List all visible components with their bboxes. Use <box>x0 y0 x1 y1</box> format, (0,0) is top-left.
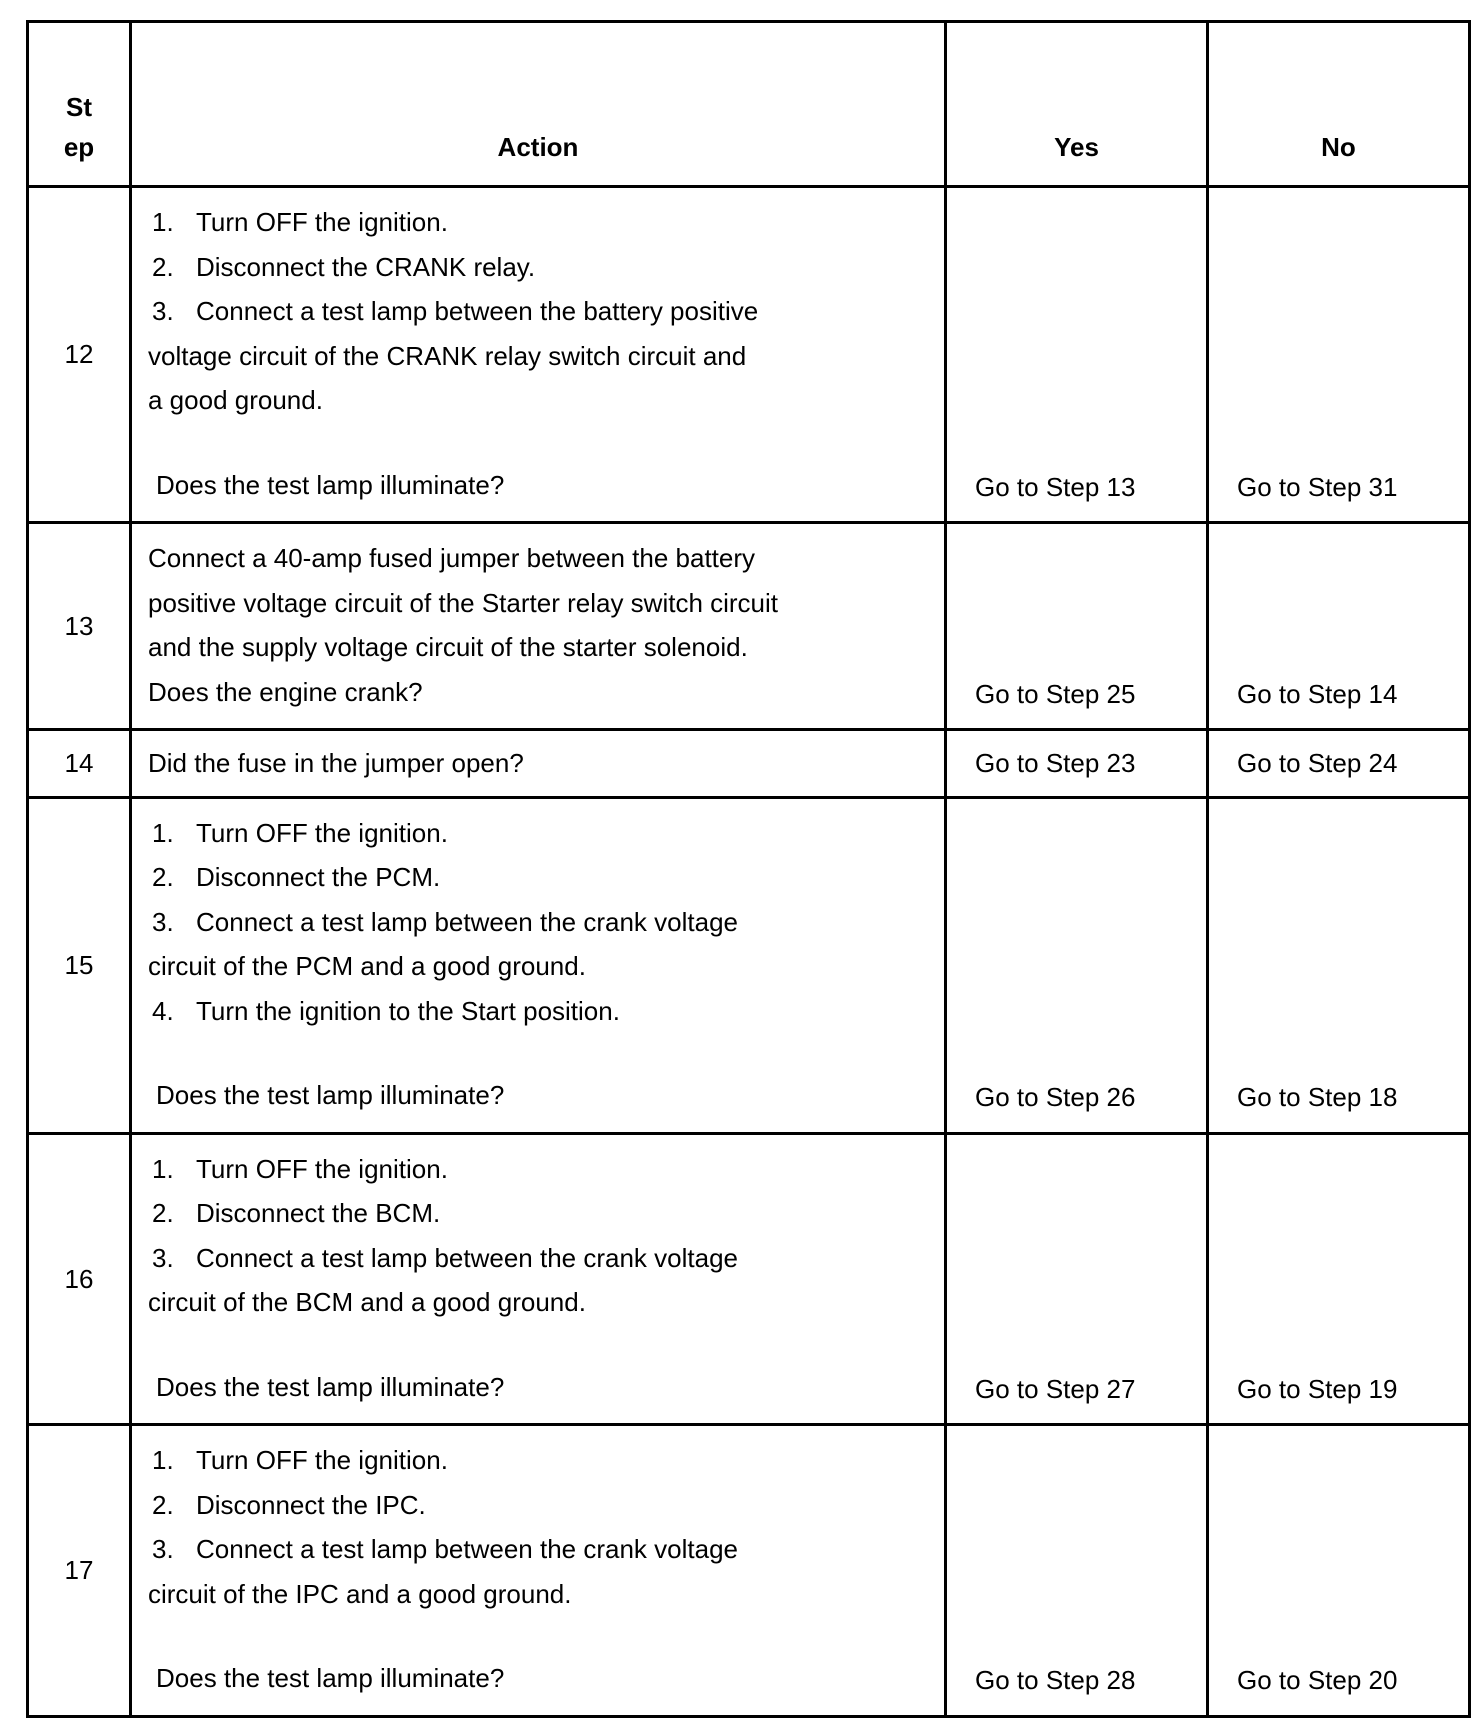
substep-text: Turn OFF the ignition. <box>196 207 448 237</box>
step-number: 16 <box>28 1133 131 1425</box>
substep-text: Disconnect the IPC. <box>196 1489 426 1520</box>
action-text: Did the fuse in the jumper open? <box>131 730 946 798</box>
action-cell <box>131 797 946 1133</box>
yes-result: Go to Step 26 <box>946 797 1208 1133</box>
substep-number: 2. <box>152 1489 174 1520</box>
step-header-line2: ep <box>63 132 95 162</box>
no-result: Go to Step 18 <box>1208 797 1470 1133</box>
substep-text: Connect a test lamp between the crank voltage <box>196 1534 738 1564</box>
substep-number: 3. <box>152 1242 174 1273</box>
substep-text: Connect a test lamp between the crank voltage <box>196 906 738 937</box>
no-result: Go to Step 20 <box>1208 1425 1470 1717</box>
action-substep <box>148 1191 934 1236</box>
substep-text: Disconnect the PCM. <box>196 862 441 892</box>
action-continuation: voltage circuit of the CRANK relay switch circuit and a good ground. <box>148 340 747 415</box>
action-substep <box>148 1438 934 1483</box>
yes-result: Go to Step 27 <box>946 1133 1208 1425</box>
action-substep <box>148 989 934 1034</box>
substep-text: Turn the ignition to the Start position. <box>196 995 620 1026</box>
substep-number: 1. <box>152 207 174 237</box>
table-row <box>28 187 1470 523</box>
action-column-header: Action <box>131 22 946 187</box>
table-row <box>28 797 1470 1133</box>
table-row <box>28 1425 1470 1717</box>
yes-result: Go to Step 25 <box>946 523 1208 730</box>
action-substep <box>148 855 934 900</box>
substep-text: Connect a test lamp between the battery positive <box>196 296 759 326</box>
action-text: Connect a 40-amp fused jumper between the battery positive voltage circuit of the Starter relay switch circuit and the supply voltage circuit of the starter solenoid. Does the engine crank? <box>148 543 779 707</box>
action-cell <box>131 1133 946 1425</box>
substep-number: 2. <box>152 1198 174 1228</box>
action-question: Does the test lamp illuminate? <box>156 1663 505 1693</box>
table-row <box>28 730 1470 798</box>
step-number: 17 <box>28 1425 131 1717</box>
substep-text: Disconnect the BCM. <box>196 1198 441 1228</box>
diagnostic-table-container <box>26 20 1468 1718</box>
substep-number: 1. <box>152 1445 174 1475</box>
step-number: 13 <box>28 523 131 730</box>
action-question: Does the test lamp illuminate? <box>156 469 505 500</box>
substep-number: 2. <box>152 251 174 282</box>
substep-text: Turn OFF the ignition. <box>196 817 448 848</box>
substep-number: 3. <box>152 296 174 326</box>
action-substep <box>148 1483 934 1528</box>
substep-number: 3. <box>152 1534 174 1564</box>
no-result: Go to Step 31 <box>1208 187 1470 523</box>
substep-number: 4. <box>152 995 174 1026</box>
substep-text: Disconnect the CRANK relay. <box>196 251 536 282</box>
no-result: Go to Step 14 <box>1208 523 1470 730</box>
no-result: Go to Step 19 <box>1208 1133 1470 1425</box>
action-substep <box>148 289 934 334</box>
table-row <box>28 523 1470 730</box>
table-header-row <box>28 22 1470 187</box>
action-substep <box>148 1147 934 1192</box>
step-number: 12 <box>28 187 131 523</box>
action-substep <box>148 245 934 290</box>
substep-number: 1. <box>152 817 174 848</box>
action-substep <box>148 900 934 945</box>
no-result: Go to Step 24 <box>1208 730 1470 798</box>
action-substep <box>148 811 934 856</box>
action-cell <box>131 523 946 730</box>
substep-text: Turn OFF the ignition. <box>196 1445 448 1475</box>
action-continuation: circuit of the BCM and a good ground. <box>148 1287 586 1317</box>
step-number: 14 <box>28 730 131 798</box>
yes-column-header: Yes <box>946 22 1208 187</box>
substep-text: Connect a test lamp between the crank voltage <box>196 1242 738 1273</box>
yes-result: Go to Step 23 <box>946 730 1208 798</box>
action-cell <box>131 187 946 523</box>
substep-number: 2. <box>152 862 174 892</box>
action-substep <box>148 200 934 245</box>
step-column-header <box>28 22 131 187</box>
action-substep <box>148 1527 934 1572</box>
step-header-line1: St <box>66 92 92 122</box>
table-row <box>28 1133 1470 1425</box>
action-question: Does the test lamp illuminate? <box>156 1371 505 1402</box>
action-cell <box>131 1425 946 1717</box>
action-substep <box>148 1236 934 1281</box>
yes-result: Go to Step 28 <box>946 1425 1208 1717</box>
substep-number: 1. <box>152 1153 174 1184</box>
action-continuation: circuit of the IPC and a good ground. <box>148 1578 572 1609</box>
yes-result: Go to Step 13 <box>946 187 1208 523</box>
diagnostic-table <box>26 20 1471 1718</box>
substep-text: Turn OFF the ignition. <box>196 1153 448 1184</box>
action-continuation: circuit of the PCM and a good ground. <box>148 951 586 981</box>
substep-number: 3. <box>152 906 174 937</box>
step-number: 15 <box>28 797 131 1133</box>
action-question: Does the test lamp illuminate? <box>156 1080 505 1110</box>
no-column-header: No <box>1208 22 1470 187</box>
